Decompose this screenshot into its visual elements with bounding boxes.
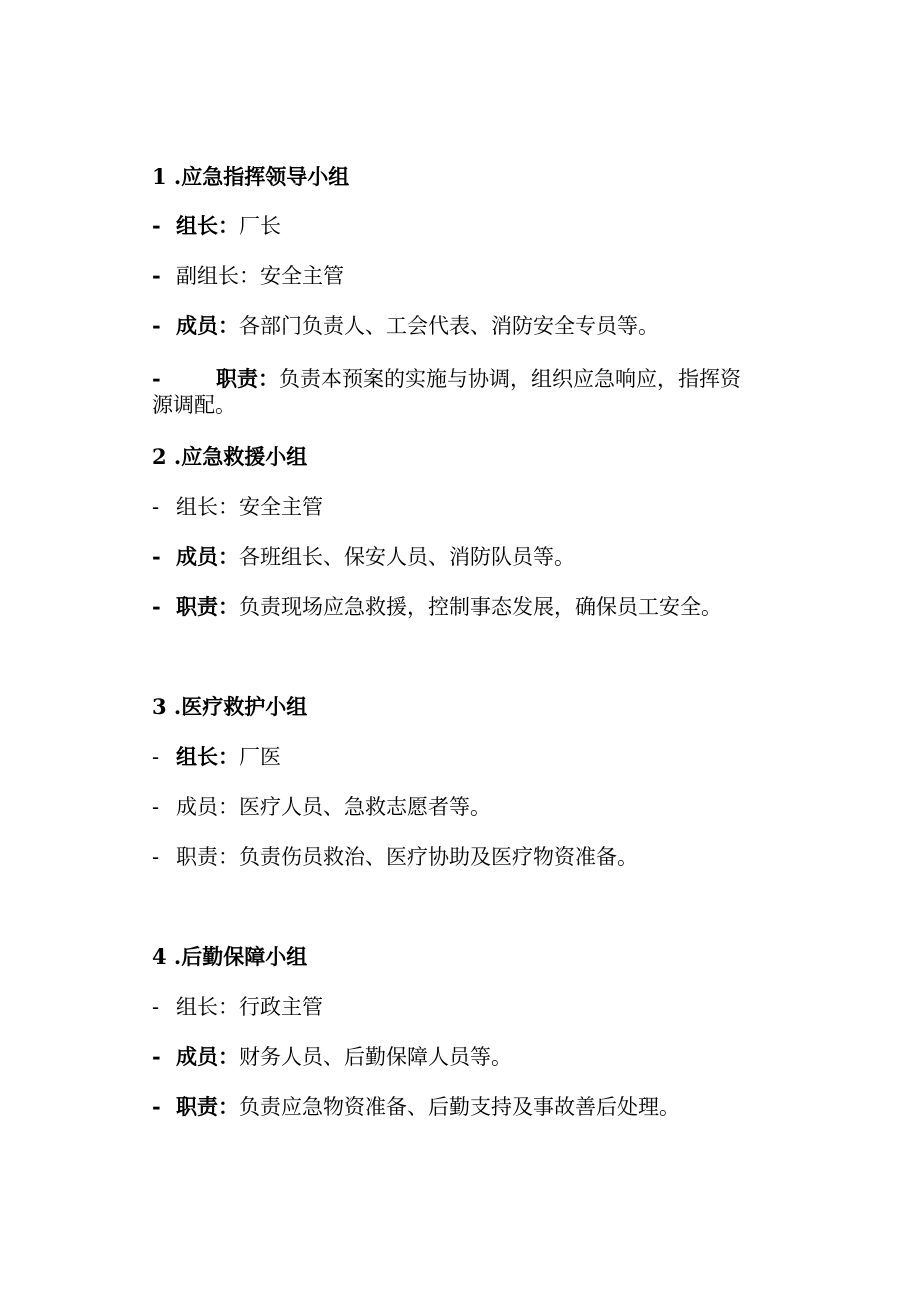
section-2-leader bbox=[152, 494, 323, 520]
section-3-members bbox=[152, 794, 491, 820]
item-value: 负责本预案的实施与协调，组织应急响应，指挥资 bbox=[279, 367, 741, 391]
item-value: 厂长 bbox=[239, 214, 281, 238]
item-value: 安全主管 bbox=[260, 264, 344, 288]
item-value: 财务人员、后勤保障人员等。 bbox=[239, 1045, 512, 1069]
section-3-duties bbox=[152, 844, 638, 870]
section-3-leader bbox=[152, 744, 281, 770]
section-4-duties bbox=[152, 1094, 680, 1120]
item-key: 职责： bbox=[176, 1094, 239, 1119]
item-key: 组长： bbox=[176, 995, 239, 1019]
item-value: 厂医 bbox=[239, 745, 281, 769]
item-key: 职责： bbox=[176, 594, 239, 619]
item-value: 负责应急物资准备、后勤支持及事故善后处理。 bbox=[239, 1095, 680, 1119]
bullet-dash: - bbox=[152, 213, 161, 238]
item-key: 成员： bbox=[176, 795, 239, 819]
item-key: 副组长： bbox=[176, 264, 260, 288]
section-2-heading: 2 .应急救援小组 bbox=[152, 444, 308, 469]
section-1-deputy-leader bbox=[152, 263, 344, 289]
bullet-dash: - bbox=[152, 313, 161, 338]
item-value: 各部门负责人、工会代表、消防安全专员等。 bbox=[239, 314, 659, 338]
bullet-dash: - bbox=[152, 495, 160, 519]
section-1-leader bbox=[152, 213, 281, 239]
item-key: 组长： bbox=[176, 213, 239, 238]
item-key: 组长： bbox=[176, 495, 239, 519]
item-key: 组长： bbox=[176, 744, 239, 769]
item-key: 成员： bbox=[176, 313, 239, 338]
bullet-dash: - bbox=[152, 1094, 161, 1119]
bullet-dash: - bbox=[152, 845, 160, 869]
section-1-heading: 1 .应急指挥领导小组 bbox=[152, 164, 350, 189]
bullet-dash: - bbox=[152, 594, 161, 619]
section-1-duties bbox=[152, 366, 741, 392]
bullet-dash: - bbox=[152, 745, 160, 769]
item-value: 行政主管 bbox=[239, 995, 323, 1019]
item-value: 医疗人员、急救志愿者等。 bbox=[239, 795, 491, 819]
item-value: 安全主管 bbox=[239, 495, 323, 519]
section-1-members bbox=[152, 313, 659, 339]
item-key: 职责： bbox=[216, 366, 279, 391]
section-3-heading: 3 .医疗救护小组 bbox=[152, 694, 308, 719]
bullet-dash: - bbox=[152, 995, 160, 1019]
item-value: 负责现场应急救援，控制事态发展，确保员工安全。 bbox=[239, 595, 722, 619]
item-value: 各班组长、保安人员、消防队员等。 bbox=[239, 545, 575, 569]
item-key: 成员： bbox=[176, 544, 239, 569]
item-value: 负责伤员救治、医疗协助及医疗物资准备。 bbox=[239, 845, 638, 869]
section-2-members bbox=[152, 544, 575, 570]
bullet-dash: - bbox=[152, 366, 161, 391]
section-4-heading: 4 .后勤保障小组 bbox=[152, 944, 308, 969]
bullet-dash: - bbox=[152, 544, 161, 569]
bullet-dash: - bbox=[152, 263, 161, 288]
bullet-dash: - bbox=[152, 795, 160, 819]
bullet-dash: - bbox=[152, 1044, 161, 1069]
section-4-members bbox=[152, 1044, 512, 1070]
item-key: 成员： bbox=[176, 1044, 239, 1069]
section-4-leader bbox=[152, 994, 323, 1020]
section-1-duties-continuation: 源调配。 bbox=[152, 393, 236, 417]
item-key: 职责： bbox=[176, 845, 239, 869]
section-2-duties bbox=[152, 594, 722, 620]
